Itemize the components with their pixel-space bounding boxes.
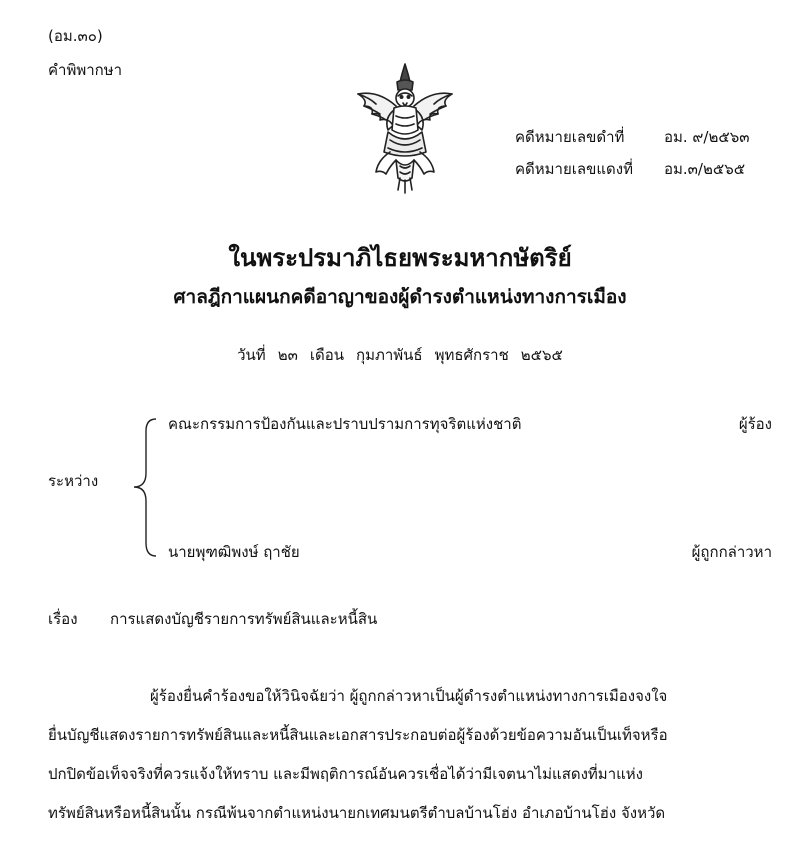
royal-title: ในพระปรมาภิไธยพระมหากษัตริย์ <box>228 244 572 272</box>
court-name: ศาลฎีกาแผนกคดีอาญาของผู้ดำรงตำแหน่งทางการเมือง <box>173 286 627 308</box>
form-code: (อม.๓๐) <box>48 27 103 45</box>
day-label: วันที่ <box>237 346 266 364</box>
year-label: พุทธศักราช <box>434 346 509 364</box>
defendant-name: นายพุฑฒิพงษ์ ฤาชัย <box>168 543 300 561</box>
year-value: ๒๕๖๕ <box>520 346 563 364</box>
month-value: กุมภาพันธ์ <box>355 346 423 364</box>
month-label: เดือน <box>309 346 344 364</box>
red-case-number: อม.๓/๒๕๖๕ <box>664 160 746 178</box>
body-line-1: ผู้ร้องยื่นคำร้องขอให้วินิจฉัยว่า ผู้ถูกกล่าวหาเป็นผู้ดำรงตำแหน่งทางการเมืองจงใจ <box>150 687 668 705</box>
black-case-number: อม. ๙/๒๕๖๓ <box>664 128 750 146</box>
day-value: ๒๓ <box>277 346 298 364</box>
document-type: คำพิพากษา <box>48 61 123 79</box>
body-line-3: ปกปิดข้อเท็จจริงที่ควรแจ้งให้ทราบ และมีพฤติการณ์อันควรเชื่อได้ว่ามีเจตนาไม่แสดงที่มาแห่ง <box>48 765 643 783</box>
body-line-2: ยื่นบัญชีแสดงรายการทรัพย์สินและหนี้สินและเอกสารประกอบต่อผู้ร้องด้วยข้อความอันเป็นเท็จหรือ <box>48 726 668 744</box>
red-case-label: คดีหมายเลขแดงที่ <box>515 160 633 178</box>
defendant-role: ผู้ถูกกล่าวหา <box>691 543 772 561</box>
subject-label: เรื่อง <box>48 610 78 628</box>
subject-text: การแสดงบัญชีรายการทรัพย์สินและหนี้สิน <box>110 610 378 628</box>
curly-brace-icon <box>128 415 164 560</box>
body-line-4: ทรัพย์สินหรือหนี้สินนั้น กรณีพ้นจากตำแหน่งนายกเทศมนตรีตำบลบ้านโฮ่ง อำเภอบ้านโฮ่ง จังหวัด <box>48 804 666 822</box>
plaintiff-role: ผู้ร้อง <box>738 415 772 433</box>
between-label: ระหว่าง <box>48 472 99 490</box>
judgment-date <box>0 343 800 367</box>
plaintiff-name: คณะกรรมการป้องกันและปราบปรามการทุจริตแห่งชาติ <box>168 415 522 433</box>
garuda-emblem-icon <box>350 60 460 195</box>
black-case-label: คดีหมายเลขดำที่ <box>515 128 625 146</box>
